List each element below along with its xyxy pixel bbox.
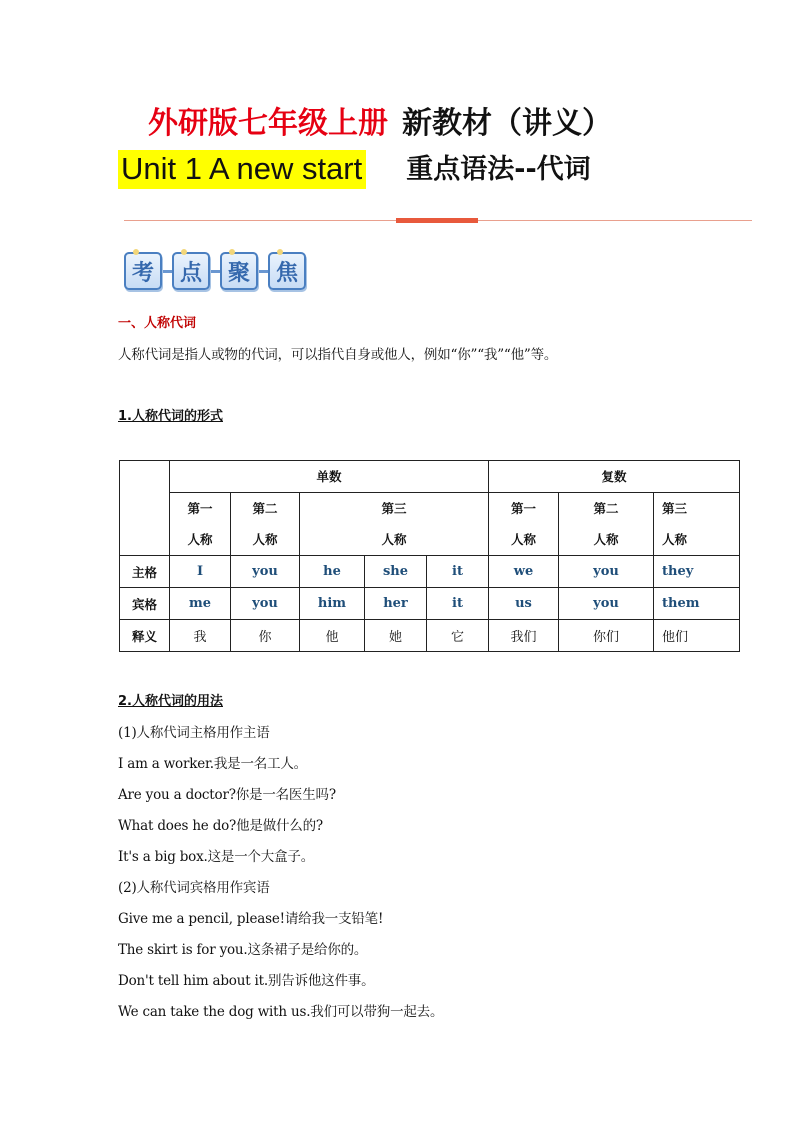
table-cell: 他 — [300, 620, 365, 652]
person-cell: 第二 人称 — [559, 493, 654, 556]
table-cell: her — [365, 588, 427, 620]
banner-char-1: 考 — [124, 252, 162, 290]
table-cell: 我们 — [489, 620, 559, 652]
banner-link — [162, 270, 172, 273]
usage-line: It's a big box.这是一个大盒子。 — [118, 849, 314, 865]
row-label: 释义 — [120, 620, 170, 652]
banner-char-4: 焦 — [268, 252, 306, 290]
table-cell: 你 — [231, 620, 300, 652]
usage-line: I am a worker.我是一名工人。 — [118, 756, 307, 772]
table-cell: him — [300, 588, 365, 620]
unit-title: Unit 1 A new start — [118, 150, 366, 189]
table-corner-cell — [120, 461, 170, 556]
table-cell: you — [559, 556, 654, 588]
banner-link — [258, 270, 268, 273]
title-textbook: 外研版七年级上册 — [148, 106, 388, 141]
usage-line: What does he do?他是做什么的? — [118, 818, 323, 834]
usage-line: The skirt is for you.这条裙子是给你的。 — [118, 942, 368, 958]
section-intro: 人称代词是指人或物的代词，可以指代自身或他人，例如“你”“我”“他”等。 — [118, 347, 558, 363]
table-cell: you — [231, 588, 300, 620]
usage-line: We can take the dog with us.我们可以带狗一起去。 — [118, 1004, 444, 1020]
table-cell: 她 — [365, 620, 427, 652]
subheading-forms: 1.人称代词的形式 — [118, 409, 223, 424]
row-label: 主格 — [120, 556, 170, 588]
table-cell: she — [365, 556, 427, 588]
divider-accent — [396, 218, 478, 223]
table-cell: it — [427, 588, 489, 620]
banner-link — [210, 270, 220, 273]
table-cell: you — [559, 588, 654, 620]
table-row — [120, 556, 740, 588]
table-cell: you — [231, 556, 300, 588]
banner-char-2: 点 — [172, 252, 210, 290]
person-cell: 第三 人称 — [300, 493, 489, 556]
table-cell: they — [654, 556, 740, 588]
usage-line: Are you a doctor?你是一名医生吗? — [118, 787, 336, 803]
table-cell: he — [300, 556, 365, 588]
title-material: 新教材（讲义） — [402, 106, 612, 141]
table-cell: me — [170, 588, 231, 620]
person-cell: 第二 人称 — [231, 493, 300, 556]
table-row — [120, 620, 740, 652]
table-cell: 你们 — [559, 620, 654, 652]
person-cell: 第一 人称 — [489, 493, 559, 556]
usage-line: Don't tell him about it.别告诉他这件事。 — [118, 973, 375, 989]
usage-line: Give me a pencil, please!请给我一支铅笔! — [118, 911, 384, 927]
table-cell: it — [427, 556, 489, 588]
header-plural: 复数 — [489, 461, 740, 493]
table-row — [120, 588, 740, 620]
row-label: 宾格 — [120, 588, 170, 620]
table-cell: 我 — [170, 620, 231, 652]
person-cell: 第三 人称 — [654, 493, 740, 556]
focus-banner — [124, 252, 306, 290]
person-cell: 第一 人称 — [170, 493, 231, 556]
subheading-usage: 2.人称代词的用法 — [118, 694, 223, 709]
table-cell: 它 — [427, 620, 489, 652]
table-cell: us — [489, 588, 559, 620]
header-singular: 单数 — [170, 461, 489, 493]
banner-char-3: 聚 — [220, 252, 258, 290]
table-cell: I — [170, 556, 231, 588]
section-heading: 一、人称代词 — [118, 316, 197, 331]
document-title — [148, 98, 612, 142]
usage-line: (2)人称代词宾格用作宾语 — [118, 880, 270, 896]
usage-line: (1)人称代词主格用作主语 — [118, 725, 270, 741]
table-cell: we — [489, 556, 559, 588]
table-cell: 他们 — [654, 620, 740, 652]
unit-heading — [118, 148, 591, 187]
table-cell: them — [654, 588, 740, 620]
pronoun-table — [119, 460, 740, 652]
topic-title: 重点语法--代词 — [406, 154, 591, 185]
